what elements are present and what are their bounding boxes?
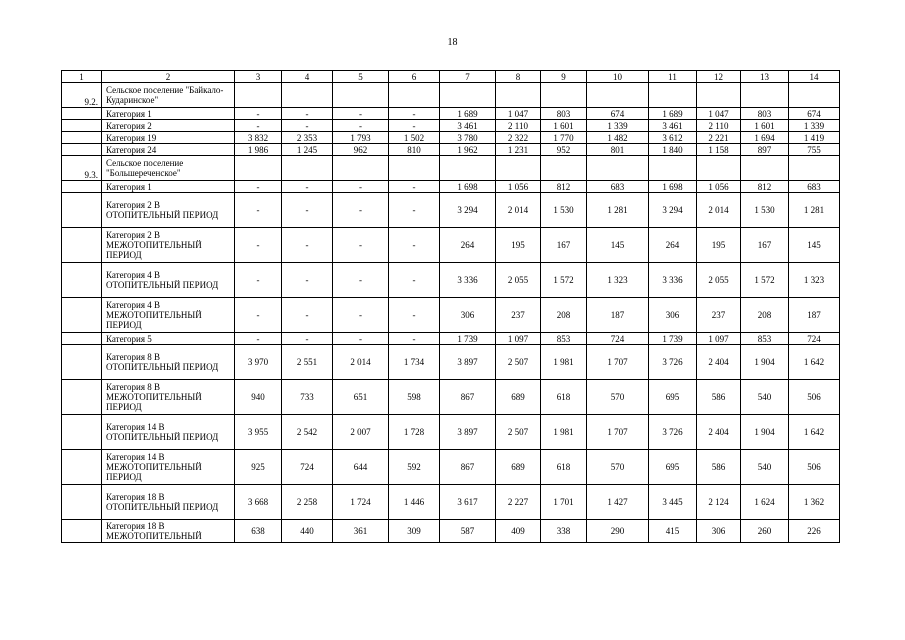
row-number (62, 181, 102, 193)
row-label: Категория 1 (102, 108, 235, 120)
table-row (62, 520, 840, 543)
value-cell: 1 056 (496, 181, 541, 193)
value-cell: 1 739 (440, 333, 496, 345)
value-cell: 506 (789, 450, 840, 485)
row-number (62, 380, 102, 415)
value-cell: 803 (741, 108, 789, 120)
value-cell: 2 353 (282, 132, 333, 144)
value-cell: 506 (789, 380, 840, 415)
value-cell: 1 793 (333, 132, 389, 144)
value-cell: 264 (440, 228, 496, 263)
value-cell: 3 445 (649, 485, 697, 520)
value-cell (235, 156, 282, 181)
table-row (62, 228, 840, 263)
value-cell: - (282, 120, 333, 132)
value-cell: 1 419 (789, 132, 840, 144)
value-cell: 237 (496, 298, 541, 333)
row-number (62, 450, 102, 485)
value-cell: - (333, 108, 389, 120)
value-cell: 187 (587, 298, 649, 333)
value-cell: 724 (789, 333, 840, 345)
table-row (62, 144, 840, 156)
value-cell: - (333, 228, 389, 263)
value-cell: 1 446 (389, 485, 440, 520)
value-cell: 683 (587, 181, 649, 193)
row-number (62, 333, 102, 345)
row-label: Категория 19 (102, 132, 235, 144)
value-cell: - (333, 193, 389, 228)
table-row (62, 333, 840, 345)
value-cell: 801 (587, 144, 649, 156)
row-label: Категория 18 В ОТОПИТЕЛЬНЫЙ ПЕРИОД (102, 485, 235, 520)
value-cell: 2 507 (496, 415, 541, 450)
column-header: 8 (496, 71, 541, 83)
value-cell: 290 (587, 520, 649, 543)
value-cell (282, 83, 333, 108)
value-cell: 1 642 (789, 415, 840, 450)
value-cell: 1 698 (440, 181, 496, 193)
value-cell: 803 (541, 108, 587, 120)
column-header: 11 (649, 71, 697, 83)
value-cell: - (389, 120, 440, 132)
value-cell: 618 (541, 380, 587, 415)
value-cell: 2 055 (697, 263, 741, 298)
value-cell: 1 694 (741, 132, 789, 144)
row-label: Категория 8 В ОТОПИТЕЛЬНЫЙ ПЕРИОД (102, 345, 235, 380)
value-cell: 3 955 (235, 415, 282, 450)
value-cell (333, 156, 389, 181)
column-header: 2 (102, 71, 235, 83)
value-cell: 1 701 (541, 485, 587, 520)
value-cell (541, 156, 587, 181)
table-row (62, 108, 840, 120)
value-cell: 1 323 (789, 263, 840, 298)
value-cell: 962 (333, 144, 389, 156)
value-cell: 361 (333, 520, 389, 543)
row-number (62, 144, 102, 156)
value-cell: 1 047 (697, 108, 741, 120)
row-number (62, 263, 102, 298)
value-cell: 897 (741, 144, 789, 156)
value-cell: - (389, 333, 440, 345)
value-cell (333, 83, 389, 108)
value-cell: - (235, 120, 282, 132)
value-cell: 952 (541, 144, 587, 156)
row-number (62, 193, 102, 228)
row-label: Категория 2 В МЕЖОТОПИТЕЛЬНЫЙ ПЕРИОД (102, 228, 235, 263)
value-cell: 3 336 (649, 263, 697, 298)
row-number (62, 108, 102, 120)
table-row (62, 83, 840, 108)
value-cell (235, 83, 282, 108)
value-cell: 638 (235, 520, 282, 543)
value-cell: 689 (496, 450, 541, 485)
value-cell: - (389, 228, 440, 263)
value-cell: 1 502 (389, 132, 440, 144)
value-cell: 3 294 (649, 193, 697, 228)
value-cell: 145 (587, 228, 649, 263)
value-cell: 306 (697, 520, 741, 543)
value-cell (541, 83, 587, 108)
value-cell: 586 (697, 380, 741, 415)
value-cell: 853 (541, 333, 587, 345)
value-cell: - (333, 120, 389, 132)
table-row (62, 298, 840, 333)
value-cell: 1 698 (649, 181, 697, 193)
value-cell: - (389, 108, 440, 120)
value-cell: 867 (440, 380, 496, 415)
row-label: Категория 14 В ОТОПИТЕЛЬНЫЙ ПЕРИОД (102, 415, 235, 450)
value-cell: 1 427 (587, 485, 649, 520)
value-cell: 940 (235, 380, 282, 415)
value-cell: 1 572 (541, 263, 587, 298)
value-cell: - (389, 263, 440, 298)
table-row (62, 181, 840, 193)
row-number (62, 345, 102, 380)
column-header: 1 (62, 71, 102, 83)
value-cell: 208 (741, 298, 789, 333)
value-cell: 674 (587, 108, 649, 120)
value-cell: 867 (440, 450, 496, 485)
value-cell (697, 156, 741, 181)
value-cell: 1 339 (789, 120, 840, 132)
row-label: Категория 1 (102, 181, 235, 193)
value-cell: 853 (741, 333, 789, 345)
row-number (62, 520, 102, 543)
value-cell: 695 (649, 450, 697, 485)
value-cell: 264 (649, 228, 697, 263)
value-cell: 145 (789, 228, 840, 263)
value-cell: 1 770 (541, 132, 587, 144)
value-cell: 2 507 (496, 345, 541, 380)
value-cell: - (235, 181, 282, 193)
value-cell: - (282, 333, 333, 345)
value-cell (649, 156, 697, 181)
row-number: 9.2. (62, 83, 102, 108)
value-cell (587, 83, 649, 108)
table-row (62, 345, 840, 380)
row-label: Категория 18 В МЕЖОТОПИТЕЛЬНЫЙ (102, 520, 235, 543)
value-cell: 167 (541, 228, 587, 263)
value-cell (389, 83, 440, 108)
value-cell: 167 (741, 228, 789, 263)
value-cell: 309 (389, 520, 440, 543)
value-cell: 1 904 (741, 345, 789, 380)
value-cell: 2 014 (697, 193, 741, 228)
table-row (62, 415, 840, 450)
value-cell: 1 601 (541, 120, 587, 132)
value-cell: 570 (587, 380, 649, 415)
value-cell: 1 281 (587, 193, 649, 228)
value-cell: 812 (541, 181, 587, 193)
value-cell: 1 642 (789, 345, 840, 380)
value-cell: 3 617 (440, 485, 496, 520)
value-cell: 440 (282, 520, 333, 543)
value-cell: 1 056 (697, 181, 741, 193)
column-header: 12 (697, 71, 741, 83)
value-cell (649, 83, 697, 108)
column-header: 14 (789, 71, 840, 83)
value-cell: 3 726 (649, 345, 697, 380)
value-cell: 2 404 (697, 345, 741, 380)
value-cell: 724 (282, 450, 333, 485)
value-cell: 1 707 (587, 415, 649, 450)
column-header: 4 (282, 71, 333, 83)
value-cell: - (235, 193, 282, 228)
table-row (62, 263, 840, 298)
value-cell: 3 668 (235, 485, 282, 520)
value-cell: 1 572 (741, 263, 789, 298)
value-cell: 586 (697, 450, 741, 485)
value-cell: 2 542 (282, 415, 333, 450)
value-cell: 1 904 (741, 415, 789, 450)
value-cell: 540 (741, 380, 789, 415)
value-cell: 1 689 (649, 108, 697, 120)
value-cell: 260 (741, 520, 789, 543)
value-cell: 1 734 (389, 345, 440, 380)
value-cell: - (389, 298, 440, 333)
value-cell: - (282, 108, 333, 120)
value-cell: 810 (389, 144, 440, 156)
row-number (62, 120, 102, 132)
value-cell: 812 (741, 181, 789, 193)
value-cell: 237 (697, 298, 741, 333)
value-cell: 1 601 (741, 120, 789, 132)
value-cell: - (235, 263, 282, 298)
value-cell: 618 (541, 450, 587, 485)
column-header: 5 (333, 71, 389, 83)
value-cell: 1 981 (541, 345, 587, 380)
value-cell: 1 097 (496, 333, 541, 345)
value-cell: 3 897 (440, 345, 496, 380)
row-label: Категория 2 (102, 120, 235, 132)
value-cell: 755 (789, 144, 840, 156)
value-cell: 2 014 (333, 345, 389, 380)
row-number: 9.3. (62, 156, 102, 181)
value-cell (496, 83, 541, 108)
column-header: 10 (587, 71, 649, 83)
row-label: Категория 4 В МЕЖОТОПИТЕЛЬНЫЙ ПЕРИОД (102, 298, 235, 333)
value-cell: 226 (789, 520, 840, 543)
value-cell: 3 832 (235, 132, 282, 144)
value-cell (496, 156, 541, 181)
row-label: Категория 5 (102, 333, 235, 345)
table-row (62, 193, 840, 228)
value-cell: 195 (496, 228, 541, 263)
table-row (62, 485, 840, 520)
value-cell: - (282, 263, 333, 298)
value-cell: 1 047 (496, 108, 541, 120)
value-cell: - (235, 108, 282, 120)
value-cell: 674 (789, 108, 840, 120)
value-cell (789, 83, 840, 108)
value-cell: 3 726 (649, 415, 697, 450)
value-cell: - (333, 181, 389, 193)
value-cell: 2 014 (496, 193, 541, 228)
value-cell: 1 482 (587, 132, 649, 144)
row-label: Категория 8 В МЕЖОТОПИТЕЛЬНЫЙ ПЕРИОД (102, 380, 235, 415)
value-cell: 724 (587, 333, 649, 345)
row-label: Сельское поселение "Байкало-Кударинское" (102, 83, 235, 108)
value-cell: 3 897 (440, 415, 496, 450)
value-cell: - (389, 193, 440, 228)
row-number (62, 298, 102, 333)
value-cell: 540 (741, 450, 789, 485)
value-cell (741, 156, 789, 181)
value-cell: 2 227 (496, 485, 541, 520)
value-cell: 683 (789, 181, 840, 193)
value-cell: - (235, 298, 282, 333)
header-row (62, 71, 840, 83)
table-row (62, 380, 840, 415)
value-cell: 1 624 (741, 485, 789, 520)
value-cell: 409 (496, 520, 541, 543)
value-cell: 1 362 (789, 485, 840, 520)
row-number (62, 415, 102, 450)
value-cell: 651 (333, 380, 389, 415)
table-row (62, 132, 840, 144)
value-cell: 1 158 (697, 144, 741, 156)
value-cell: 2 007 (333, 415, 389, 450)
value-cell: 2 110 (697, 120, 741, 132)
row-number (62, 485, 102, 520)
column-header: 3 (235, 71, 282, 83)
row-number (62, 132, 102, 144)
value-cell (587, 156, 649, 181)
value-cell: 1 530 (741, 193, 789, 228)
value-cell: 695 (649, 380, 697, 415)
value-cell: 587 (440, 520, 496, 543)
value-cell: 1 097 (697, 333, 741, 345)
value-cell: 2 124 (697, 485, 741, 520)
value-cell: 3 612 (649, 132, 697, 144)
value-cell: 338 (541, 520, 587, 543)
value-cell: 2 551 (282, 345, 333, 380)
value-cell: - (282, 181, 333, 193)
row-label: Категория 4 В ОТОПИТЕЛЬНЫЙ ПЕРИОД (102, 263, 235, 298)
value-cell: - (235, 228, 282, 263)
value-cell (741, 83, 789, 108)
value-cell: 306 (649, 298, 697, 333)
value-cell: 1 962 (440, 144, 496, 156)
value-cell: - (389, 181, 440, 193)
value-cell: 598 (389, 380, 440, 415)
value-cell: 187 (789, 298, 840, 333)
value-cell: - (282, 298, 333, 333)
value-cell (789, 156, 840, 181)
row-number (62, 228, 102, 263)
column-header: 6 (389, 71, 440, 83)
value-cell: - (282, 228, 333, 263)
value-cell: 2 258 (282, 485, 333, 520)
value-cell: 733 (282, 380, 333, 415)
value-cell: 1 739 (649, 333, 697, 345)
value-cell: - (235, 333, 282, 345)
value-cell: 1 231 (496, 144, 541, 156)
row-label: Категория 2 В ОТОПИТЕЛЬНЫЙ ПЕРИОД (102, 193, 235, 228)
value-cell (282, 156, 333, 181)
value-cell: - (333, 263, 389, 298)
row-label: Категория 14 В МЕЖОТОПИТЕЛЬНЫЙ ПЕРИОД (102, 450, 235, 485)
value-cell: 2 055 (496, 263, 541, 298)
row-label: Категория 24 (102, 144, 235, 156)
value-cell: 2 110 (496, 120, 541, 132)
table-row (62, 450, 840, 485)
value-cell: 1 981 (541, 415, 587, 450)
value-cell: 1 724 (333, 485, 389, 520)
column-header: 7 (440, 71, 496, 83)
value-cell: 1 840 (649, 144, 697, 156)
column-header: 9 (541, 71, 587, 83)
value-cell: 208 (541, 298, 587, 333)
value-cell: - (333, 298, 389, 333)
value-cell: 1 245 (282, 144, 333, 156)
value-cell: 3 970 (235, 345, 282, 380)
table-row (62, 120, 840, 132)
value-cell: 2 221 (697, 132, 741, 144)
value-cell: 3 461 (440, 120, 496, 132)
value-cell: 1 323 (587, 263, 649, 298)
value-cell: 3 336 (440, 263, 496, 298)
value-cell: 415 (649, 520, 697, 543)
value-cell: 195 (697, 228, 741, 263)
page-number: 18 (447, 37, 458, 48)
value-cell: 3 461 (649, 120, 697, 132)
value-cell: 644 (333, 450, 389, 485)
value-cell: 592 (389, 450, 440, 485)
value-cell: 1 281 (789, 193, 840, 228)
value-cell: 306 (440, 298, 496, 333)
value-cell (697, 83, 741, 108)
value-cell: - (282, 193, 333, 228)
value-cell: 570 (587, 450, 649, 485)
value-cell: 3 780 (440, 132, 496, 144)
value-cell: - (333, 333, 389, 345)
table-row (62, 156, 840, 181)
value-cell: 1 339 (587, 120, 649, 132)
column-header: 13 (741, 71, 789, 83)
value-cell: 2 322 (496, 132, 541, 144)
value-cell (389, 156, 440, 181)
value-cell: 925 (235, 450, 282, 485)
value-cell (440, 156, 496, 181)
value-cell: 1 530 (541, 193, 587, 228)
tariff-table (61, 70, 840, 543)
value-cell: 2 404 (697, 415, 741, 450)
value-cell: 1 728 (389, 415, 440, 450)
row-label: Сельское поселение "Большереченское" (102, 156, 235, 181)
value-cell: 3 294 (440, 193, 496, 228)
value-cell (440, 83, 496, 108)
value-cell: 1 986 (235, 144, 282, 156)
value-cell: 1 689 (440, 108, 496, 120)
value-cell: 689 (496, 380, 541, 415)
value-cell: 1 707 (587, 345, 649, 380)
tariff-table-body (62, 71, 840, 543)
